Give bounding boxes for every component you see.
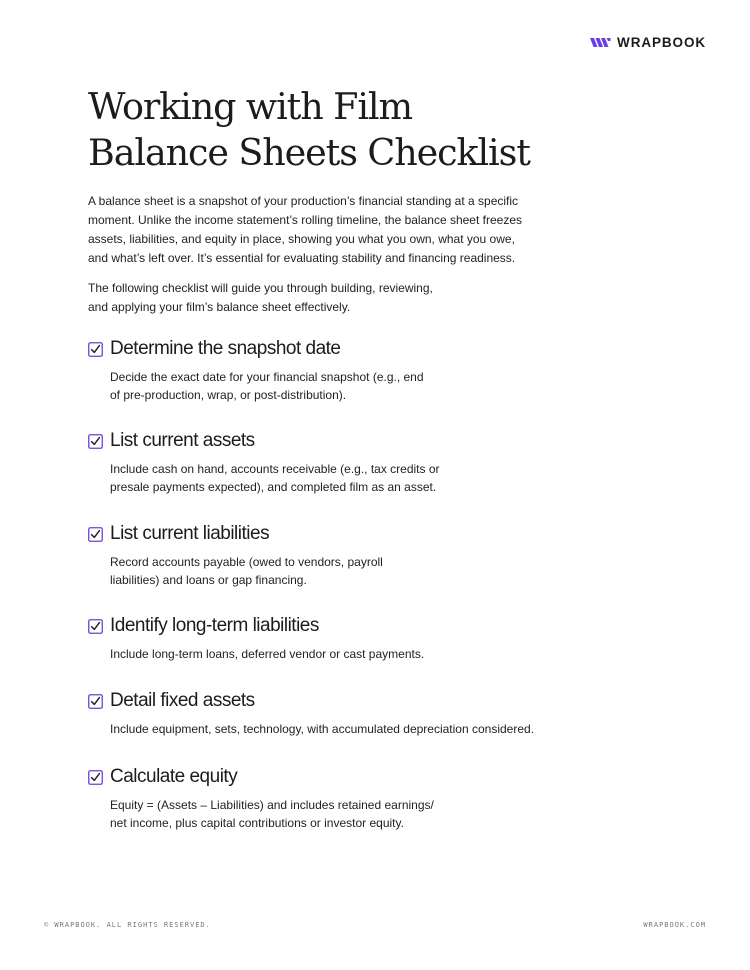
checklist-item-description bbox=[110, 645, 688, 663]
footer-copyright: © WRAPBOOK. ALL RIGHTS RESERVED. bbox=[44, 921, 211, 929]
checkbox-checked-icon[interactable] bbox=[88, 342, 103, 357]
intro-line: and applying your film’s balance sheet effectively. bbox=[88, 300, 351, 314]
description-line: Record accounts payable (owed to vendors, payroll bbox=[110, 555, 383, 569]
checkbox-checked-icon[interactable] bbox=[88, 770, 103, 785]
description-line: presale payments expected), and completed film as an asset. bbox=[110, 480, 437, 494]
checklist-item-description bbox=[110, 796, 688, 832]
checkbox-checked-icon[interactable] bbox=[88, 527, 103, 542]
checklist-item-title: Identify long-term liabilities bbox=[110, 615, 319, 636]
intro-line: moment. Unlike the income statement’s rolling timeline, the balance sheet freezes bbox=[88, 213, 522, 227]
checkbox-checked-icon[interactable] bbox=[88, 434, 103, 449]
checklist-item-title: List current assets bbox=[110, 430, 255, 451]
intro-line: and what’s left over. It’s essential for evaluating stability and financing readiness. bbox=[88, 251, 516, 265]
checklist-item-description bbox=[110, 368, 688, 404]
description-line: Equity = (Assets – Liabilities) and includes retained earnings/ bbox=[110, 798, 434, 812]
description-line: Include equipment, sets, technology, with accumulated depreciation considered. bbox=[110, 722, 535, 736]
checklist-item-title: List current liabilities bbox=[110, 523, 270, 544]
checklist-item bbox=[88, 336, 688, 404]
logo-text: WRAPBOOK bbox=[617, 35, 706, 50]
intro-line: A balance sheet is a snapshot of your production’s financial standing at a specific bbox=[88, 194, 519, 208]
checkbox-checked-icon[interactable] bbox=[88, 619, 103, 634]
checklist-item bbox=[88, 613, 688, 663]
intro-paragraph bbox=[88, 192, 568, 268]
checklist-item-title: Detail fixed assets bbox=[110, 690, 255, 711]
intro-line: The following checklist will guide you through building, reviewing, bbox=[88, 281, 433, 295]
wrapbook-logo-icon bbox=[590, 37, 611, 48]
description-line: Include long-term loans, deferred vendor or cast payments. bbox=[110, 647, 425, 661]
checklist-item bbox=[88, 688, 688, 738]
description-line: Decide the exact date for your financial snapshot (e.g., end bbox=[110, 370, 424, 384]
checkbox-checked-icon[interactable] bbox=[88, 694, 103, 709]
wrapbook-logo bbox=[590, 35, 706, 50]
intro-paragraph bbox=[88, 279, 568, 317]
footer-website[interactable]: WRAPBOOK.COM bbox=[643, 921, 706, 929]
checklist-item bbox=[88, 764, 688, 832]
intro-line: assets, liabilities, and equity in place, showing you what you own, what you owe, bbox=[88, 232, 515, 246]
description-line: net income, plus capital contributions or investor equity. bbox=[110, 816, 404, 830]
checklist-item-description bbox=[110, 460, 688, 496]
title-line: Balance Sheets Checklist bbox=[88, 131, 530, 174]
title-line: Working with Film bbox=[88, 85, 413, 128]
description-line: of pre-production, wrap, or post-distribution). bbox=[110, 388, 347, 402]
checklist-item-description bbox=[110, 720, 688, 738]
checklist-item-title: Determine the snapshot date bbox=[110, 338, 341, 359]
description-line: Include cash on hand, accounts receivable (e.g., tax credits or bbox=[110, 462, 440, 476]
intro-section bbox=[88, 192, 568, 328]
checklist-item bbox=[88, 521, 688, 589]
page-title bbox=[88, 84, 648, 176]
description-line: liabilities) and loans or gap financing. bbox=[110, 573, 307, 587]
checklist-item bbox=[88, 428, 688, 496]
checklist-item-description bbox=[110, 553, 688, 589]
checklist-item-title: Calculate equity bbox=[110, 766, 238, 787]
